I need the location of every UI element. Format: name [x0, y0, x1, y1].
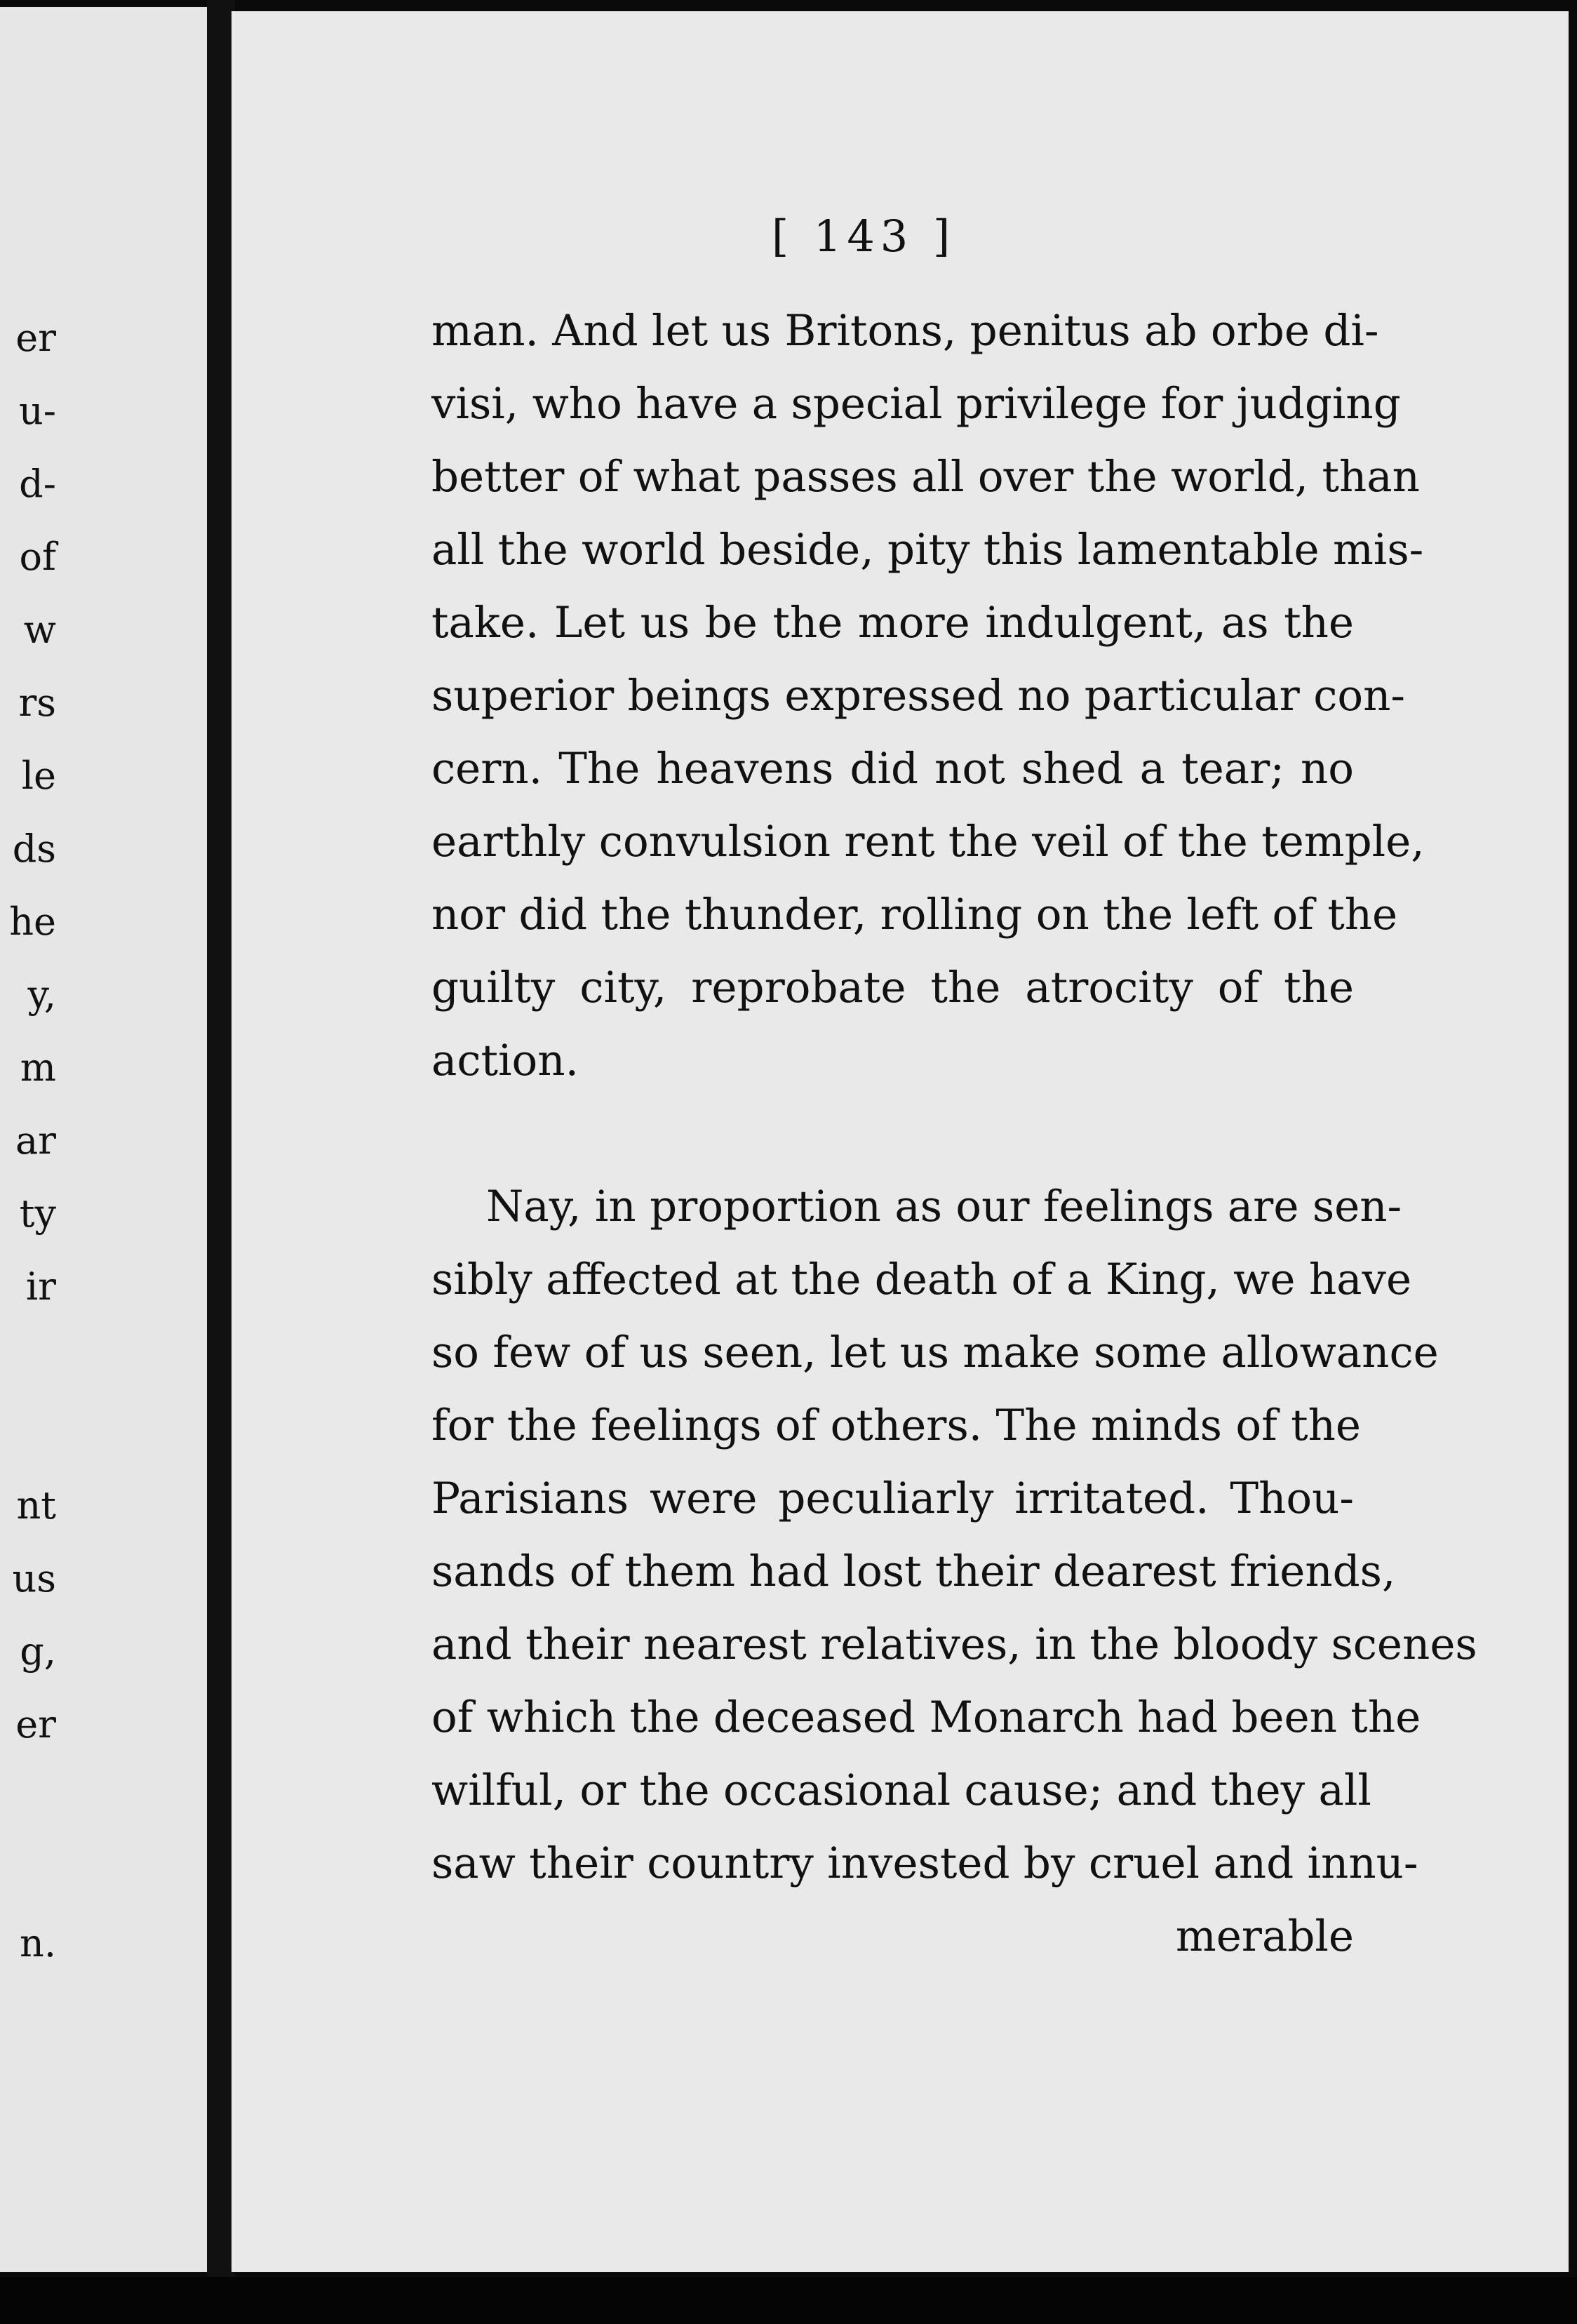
- text-line: of which the deceased Monarch had been the: [431, 1692, 1421, 1742]
- paragraph-break: [431, 1097, 1354, 1170]
- left-fragment: ir: [25, 1264, 56, 1309]
- text-line: visi, who have a special privilege for judging: [431, 379, 1401, 429]
- text-line: nor did the thunder, rolling on the left of the: [431, 890, 1398, 940]
- left-fragment: ty: [19, 1191, 56, 1236]
- text-line: all the world beside, pity this lamentable mis-: [431, 525, 1424, 575]
- left-fragment: m: [20, 1046, 56, 1090]
- left-fragment: n.: [20, 1921, 56, 1965]
- catchword: merable: [1175, 1911, 1354, 1961]
- text-line: Parisians were peculiarly irritated. Thou-: [431, 1474, 1354, 1523]
- body-text: [431, 295, 1477, 1973]
- left-fragment-gap: [0, 1761, 56, 1834]
- text-line: superior beings expressed no particular con-: [431, 671, 1405, 721]
- text-line: sibly affected at the death of a King, we have: [431, 1255, 1412, 1304]
- left-fragment: y,: [27, 973, 56, 1017]
- left-fragment: nt: [16, 1483, 56, 1528]
- text-line: take. Let us be the more indulgent, as the: [431, 598, 1354, 648]
- text-line: saw their country invested by cruel and innu-: [431, 1838, 1418, 1888]
- left-fragment: er: [15, 1702, 56, 1747]
- text-line: Nay, in proportion as our feelings are sen-: [486, 1182, 1402, 1231]
- left-fragment: le: [21, 754, 56, 798]
- left-fragment-gap: [0, 1834, 56, 1907]
- left-page-fragments: [0, 302, 56, 1980]
- left-fragment: w: [23, 608, 56, 652]
- text-line: better of what passes all over the world, than: [431, 452, 1420, 502]
- left-fragment: ar: [15, 1118, 56, 1163]
- left-fragment-gap: [0, 1396, 56, 1469]
- bottom-edge: [0, 2277, 1577, 2324]
- left-fragment: he: [9, 900, 56, 944]
- left-page: [0, 7, 207, 2272]
- text-line: and their nearest relatives, in the bloody scenes: [431, 1620, 1477, 1669]
- text-line: guilty city, reprobate the atrocity of the: [431, 963, 1354, 1013]
- text-line: man. And let us Britons, penitus ab orbe di-: [431, 306, 1379, 356]
- text-line: earthly convulsion rent the veil of the temple,: [431, 817, 1425, 867]
- left-fragment: er: [15, 316, 56, 360]
- left-fragment-gap: [0, 1323, 56, 1396]
- left-fragment: of: [19, 535, 56, 579]
- left-fragment: d-: [19, 462, 56, 506]
- text-line: action.: [431, 1036, 579, 1086]
- text-line: cern. The heavens did not shed a tear; no: [431, 744, 1354, 794]
- left-fragment: us: [12, 1556, 56, 1601]
- text-line: for the feelings of others. The minds of the: [431, 1401, 1361, 1450]
- page-number: [ 143 ]: [772, 211, 956, 262]
- left-fragment: ds: [12, 827, 56, 871]
- left-fragment: u-: [18, 389, 56, 433]
- text-line: so few of us seen, let us make some allowance: [431, 1328, 1439, 1377]
- book-spine: [207, 0, 235, 2280]
- text-line: sands of them had lost their dearest friends,: [431, 1547, 1396, 1596]
- left-fragment: rs: [18, 681, 56, 725]
- text-line: wilful, or the occasional cause; and they all: [431, 1765, 1371, 1815]
- left-fragment: g,: [20, 1629, 56, 1674]
